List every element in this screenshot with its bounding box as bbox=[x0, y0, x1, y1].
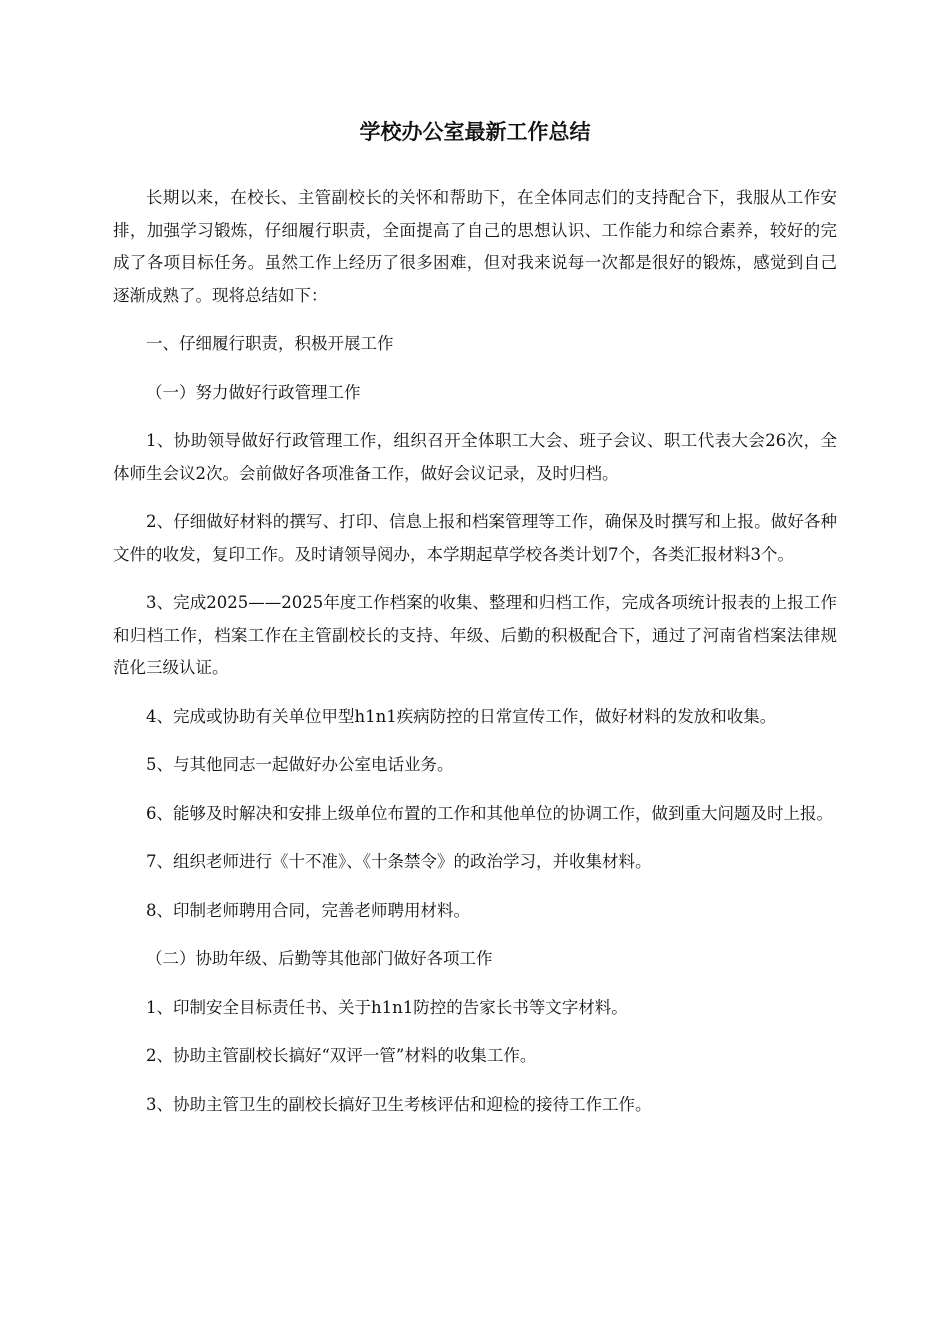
list-item: 8、印制老师聘用合同，完善老师聘用材料。 bbox=[146, 900, 470, 920]
list-item: 5、与其他同志一起做好办公室电话业务。 bbox=[146, 755, 454, 774]
list-item: 2、仔细做好材料的撰写、打印、信息上报和档案管理等工作，确保及时撰写和上报。做好各种文件的收发，复印工作。及时请领导阅办，本学期起草学校各类计划7个，各类汇报材料3个。 bbox=[113, 512, 837, 564]
list-item: 4、完成或协助有关单位甲型h1n1疾病防控的日常宣传工作，做好材料的发放和收集。 bbox=[146, 706, 777, 726]
list-item: 1、印制安全目标责任书、关于h1n1防控的告家长书等文字材料。 bbox=[146, 997, 628, 1017]
section-heading-1: 一、仔细履行职责，积极开展工作 bbox=[146, 334, 394, 353]
list-item: 7、组织老师进行《十不准》、《十条禁令》的政治学习，并收集材料。 bbox=[146, 852, 652, 871]
document-title: 学校办公室最新工作总结 bbox=[359, 119, 591, 144]
subsection-heading-1: （一）努力做好行政管理工作 bbox=[146, 382, 361, 402]
list-item: 3、协助主管卫生的副校长搞好卫生考核评估和迎检的接待工作工作。 bbox=[146, 1094, 652, 1114]
subsection-heading-2: （二）协助年级、后勤等其他部门做好各项工作 bbox=[146, 949, 493, 968]
list-item: 3、完成2025——2025年度工作档案的收集、整理和归档工作，完成各项统计报表的上报工作和归档工作，档案工作在主管副校长的支持、年级、后勤的积极配合下，通过了河南省档案法律规范化三级认证。 bbox=[113, 593, 837, 677]
document-body bbox=[113, 182, 837, 1137]
list-item: 6、能够及时解决和安排上级单位布置的工作和其他单位的协调工作，做到重大问题及时上报。 bbox=[146, 803, 833, 823]
intro-paragraph: 长期以来，在校长、主管副校长的关怀和帮助下，在全体同志们的支持配合下，我服从工作安排，加强学习锻炼，仔细履行职责，全面提高了自己的思想认识、工作能力和综合素养，较好的完成了各项目标任务。虽然工作上经历了很多困难，但对我来说每一次都是很好的锻炼，感觉到自己逐渐成熟了。现将总结如下： bbox=[113, 188, 837, 305]
list-item: 2、协助主管副校长搞好“双评一管”材料的收集工作。 bbox=[146, 1046, 537, 1065]
list-item: 1、协助领导做好行政管理工作，组织召开全体职工大会、班子会议、职工代表大会26次，全体师生会议2次。会前做好各项准备工作，做好会议记录，及时归档。 bbox=[113, 431, 837, 483]
